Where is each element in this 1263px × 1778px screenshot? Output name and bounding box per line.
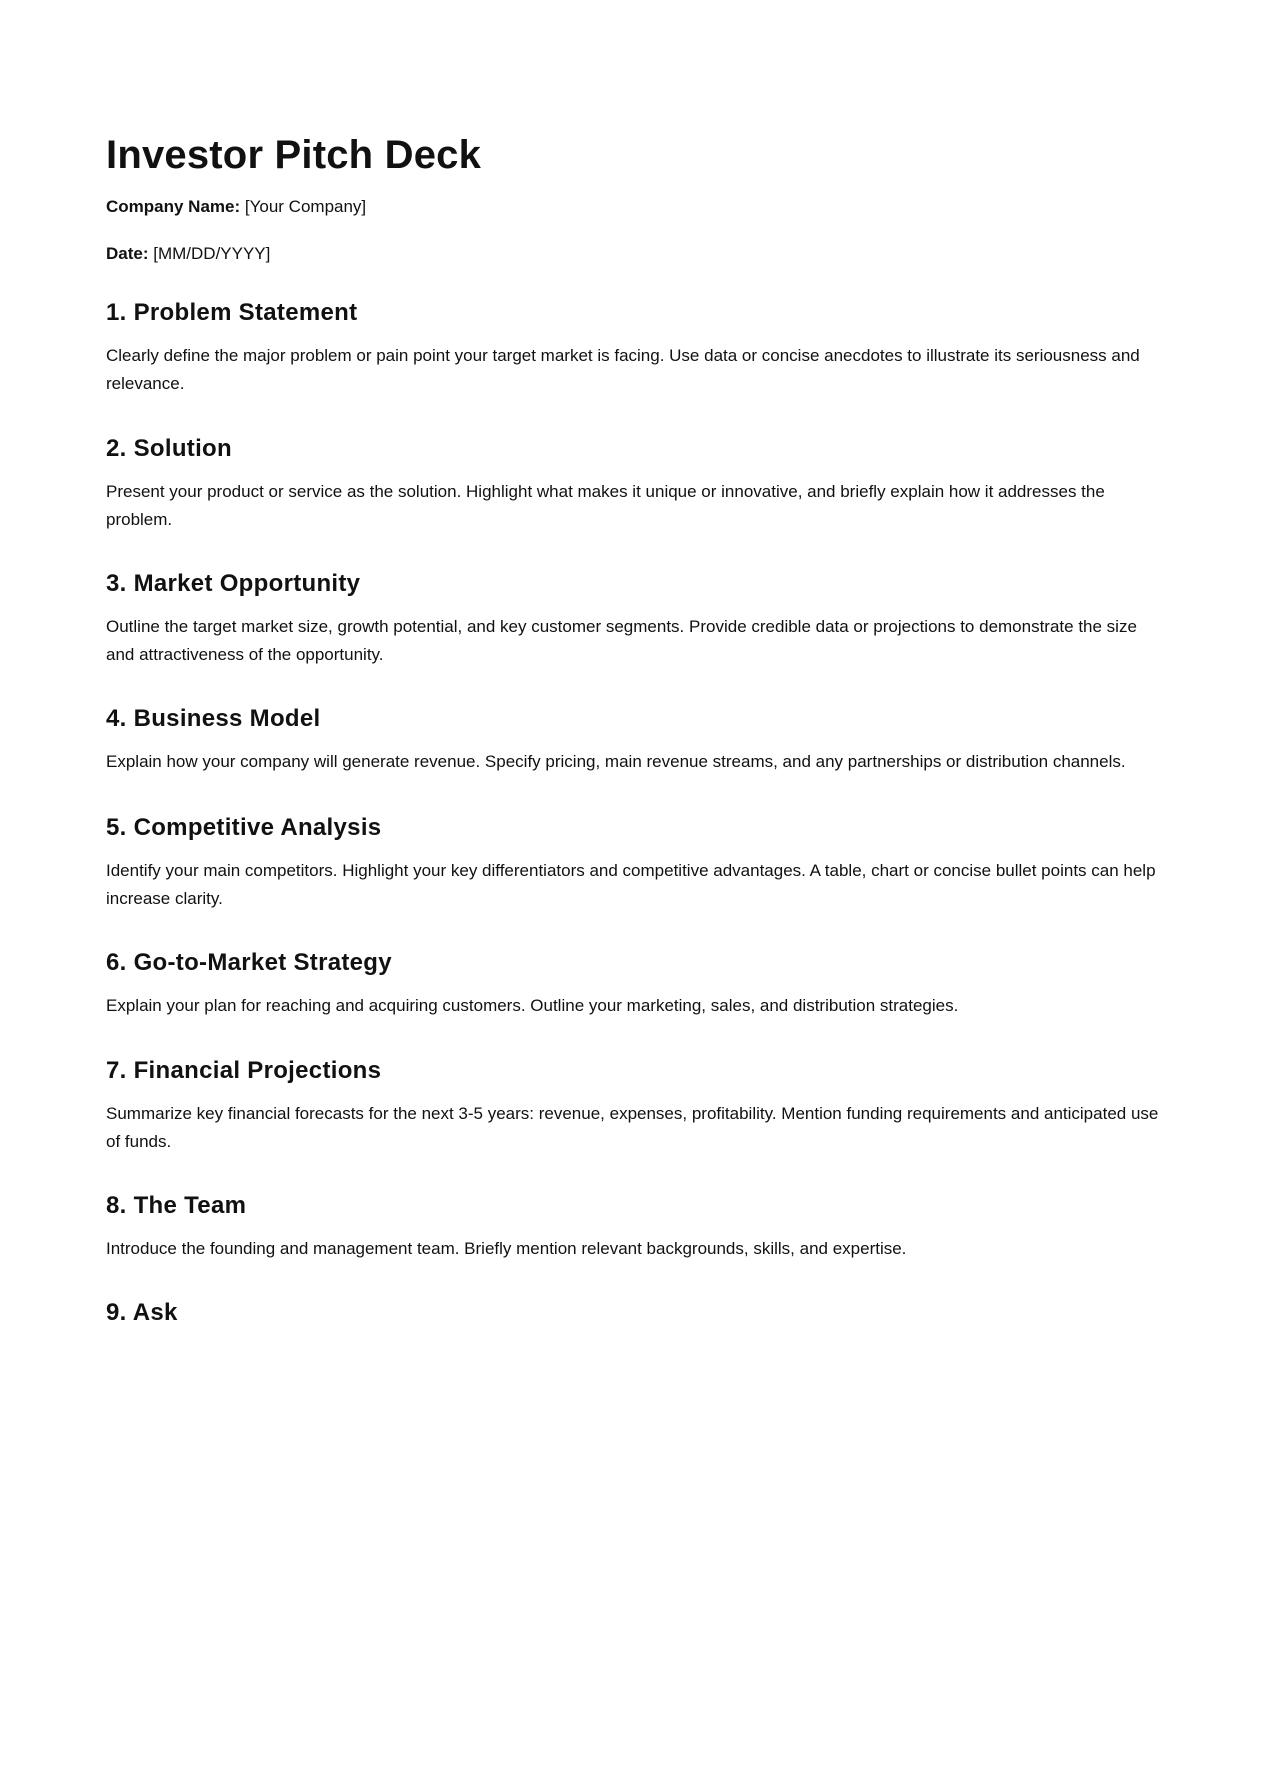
- section-problem-statement: [106, 296, 1166, 397]
- section-body: Outline the target market size, growth potential, and key customer segments. Provide credible data or projections to demonstrate the size and attractiveness of the opportunity.: [106, 617, 1137, 664]
- section-body: Identify your main competitors. Highlight your key differentiators and competitive advantages. A table, chart or concise bullet points can help increase clarity.: [106, 861, 1156, 908]
- date-value: [MM/DD/YYYY]: [153, 244, 271, 263]
- section-body: Explain your plan for reaching and acquiring customers. Outline your marketing, sales, and distribution strategies.: [106, 996, 959, 1015]
- document-title: Investor Pitch Deck: [106, 133, 482, 177]
- date-line: [106, 242, 270, 266]
- section-solution: [106, 432, 1166, 533]
- section-heading: 7. Financial Projections: [106, 1057, 382, 1084]
- section-competitive-analysis: [106, 811, 1166, 912]
- section-body: Explain how your company will generate revenue. Specify pricing, main revenue streams, and any partnerships or distribution channels.: [106, 752, 1126, 771]
- section-heading: 4. Business Model: [106, 705, 321, 732]
- section-heading: 6. Go-to-Market Strategy: [106, 949, 392, 976]
- section-go-to-market: [106, 946, 1166, 1020]
- company-name-line: [106, 195, 366, 219]
- section-heading: 2. Solution: [106, 435, 232, 462]
- section-body: Summarize key financial forecasts for the next 3-5 years: revenue, expenses, profitability. Mention funding requirements and anticipated use of funds.: [106, 1104, 1159, 1151]
- company-name-value: [Your Company]: [244, 197, 367, 216]
- date-label: Date:: [106, 244, 149, 263]
- section-heading: 9. Ask: [106, 1299, 178, 1326]
- section-the-team: [106, 1189, 1166, 1263]
- section-heading: 1. Problem Statement: [106, 299, 358, 326]
- section-body: Present your product or service as the solution. Highlight what makes it unique or innovative, and briefly explain how it addresses the problem.: [106, 482, 1105, 529]
- section-body: Clearly define the major problem or pain point your target market is facing. Use data or concise anecdotes to illustrate its seriousness and relevance.: [106, 346, 1140, 393]
- section-business-model: [106, 702, 1166, 776]
- section-heading: 8. The Team: [106, 1192, 247, 1219]
- section-market-opportunity: [106, 567, 1166, 668]
- company-name-label: Company Name:: [106, 197, 241, 216]
- section-heading: 5. Competitive Analysis: [106, 814, 382, 841]
- section-body: Introduce the founding and management team. Briefly mention relevant backgrounds, skills, and expertise.: [106, 1239, 907, 1258]
- section-ask-clipped: [106, 1296, 1166, 1326]
- section-heading: 3. Market Opportunity: [106, 570, 361, 597]
- section-financial-projections: [106, 1054, 1166, 1155]
